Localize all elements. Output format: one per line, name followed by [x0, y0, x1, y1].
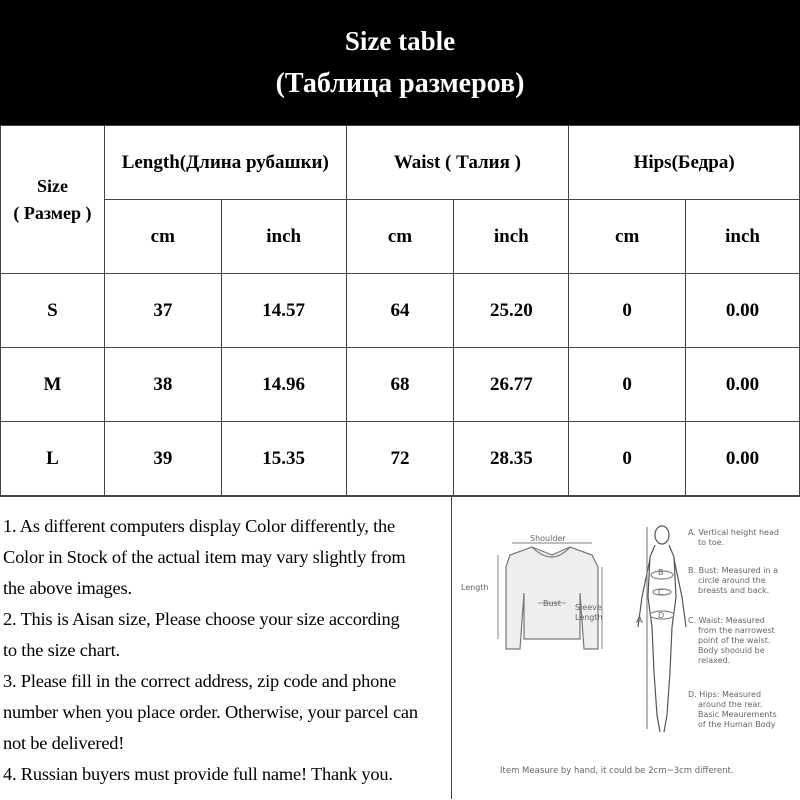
table-cell: 64 [346, 274, 454, 348]
table-cell: 0 [569, 274, 686, 348]
size-table [0, 125, 800, 496]
note-line: Color in Stock of the actual item may vary slightly from [3, 547, 406, 567]
shirt-label-sleeve-length: Length [575, 613, 603, 622]
note-line: 1. As different computers display Color differently, the [3, 516, 395, 536]
note-line: 2. This is Aisan size, Please choose your size according [3, 609, 400, 629]
legend-line: to toe. [698, 538, 725, 547]
diagram-canvas [452, 497, 800, 800]
body-letter-d: D [658, 611, 665, 620]
legend-line: around the rear. [698, 700, 763, 709]
table-cell: 68 [346, 348, 454, 422]
page-title: Size table [344, 26, 456, 56]
legend-line: relaxed. [698, 656, 731, 665]
legend-line: C. Waist: Measured [688, 616, 765, 625]
header-banner [0, 0, 800, 126]
note-line: to the size chart. [3, 640, 120, 660]
legend-line: D. Hips: Measured [688, 690, 762, 699]
legend-line: from the narrowest [698, 626, 775, 635]
table-units-row [1, 200, 800, 274]
body-letter-c: C [658, 588, 664, 597]
table-header-row [1, 126, 800, 200]
size-header-ru: ( Размер ) [13, 202, 92, 223]
diagram-footer-note: Item Measure by hand, it could be 2cm~3cm different. [500, 766, 734, 776]
legend-line: of the Human Body [698, 720, 776, 729]
table-row [1, 348, 800, 422]
legend-line: Basic Meaurements [698, 710, 777, 719]
legend-line: circle around the [698, 576, 766, 585]
unit-header: inch [454, 200, 569, 274]
size-cell: S [1, 274, 105, 348]
note-line: not be delivered! [3, 733, 125, 753]
table-cell: 14.96 [221, 348, 346, 422]
legend-line: point of the waist. [698, 636, 771, 645]
table-cell: 15.35 [221, 422, 346, 496]
notes-panel [0, 496, 452, 799]
unit-header: inch [221, 200, 346, 274]
legend-line: breasts and back. [698, 586, 770, 595]
shirt-label-shoulder: Shoulder [530, 534, 566, 543]
size-cell: L [1, 422, 105, 496]
legend-line: A. Vertical height head [688, 528, 779, 537]
shirt-label-sleeve: Sleeve [575, 603, 602, 612]
unit-header: cm [346, 200, 454, 274]
body-letter-a: A [636, 615, 643, 626]
page-subtitle: (Таблица размеров) [275, 68, 525, 99]
size-header-en: Size [36, 175, 68, 196]
table-cell: 37 [104, 274, 221, 348]
note-line: 3. Please fill in the correct address, zip code and phone [3, 671, 397, 691]
body-figure [638, 526, 686, 732]
table-cell: 0 [569, 348, 686, 422]
table-row [1, 422, 800, 496]
table-cell: 0.00 [686, 348, 800, 422]
unit-header: inch [686, 200, 800, 274]
table-cell: 0.00 [686, 422, 800, 496]
length-group-header: Length(Длина рубашки) [104, 126, 346, 200]
table-cell: 28.35 [454, 422, 569, 496]
waist-group-header: Waist ( Талия ) [346, 126, 569, 200]
body-letter-b: B [658, 568, 664, 577]
legend-line: Body shoould be [698, 646, 765, 655]
table-cell: 39 [104, 422, 221, 496]
legend-line: B. Bust: Measured in a [688, 566, 779, 575]
table-cell: 38 [104, 348, 221, 422]
table-cell: 0 [569, 422, 686, 496]
table-row [1, 274, 800, 348]
shirt-illustration [498, 543, 602, 649]
note-line: number when you place order. Otherwise, your parcel can [3, 702, 418, 722]
note-line: 4. Russian buyers must provide full name! Thank you. [3, 764, 393, 784]
measurement-diagram [452, 496, 800, 799]
unit-header: cm [104, 200, 221, 274]
hips-group-header: Hips(Бедра) [569, 126, 800, 200]
table-cell: 26.77 [454, 348, 569, 422]
table-cell: 14.57 [221, 274, 346, 348]
table-cell: 0.00 [686, 274, 800, 348]
shirt-label-bust: Bust [543, 599, 561, 608]
measurement-legend [688, 528, 779, 729]
size-cell: M [1, 348, 105, 422]
shirt-label-length: Length [461, 583, 489, 592]
note-line: the above images. [3, 578, 132, 598]
table-cell: 72 [346, 422, 454, 496]
unit-header: cm [569, 200, 686, 274]
table-cell: 25.20 [454, 274, 569, 348]
size-column-header [1, 126, 105, 274]
